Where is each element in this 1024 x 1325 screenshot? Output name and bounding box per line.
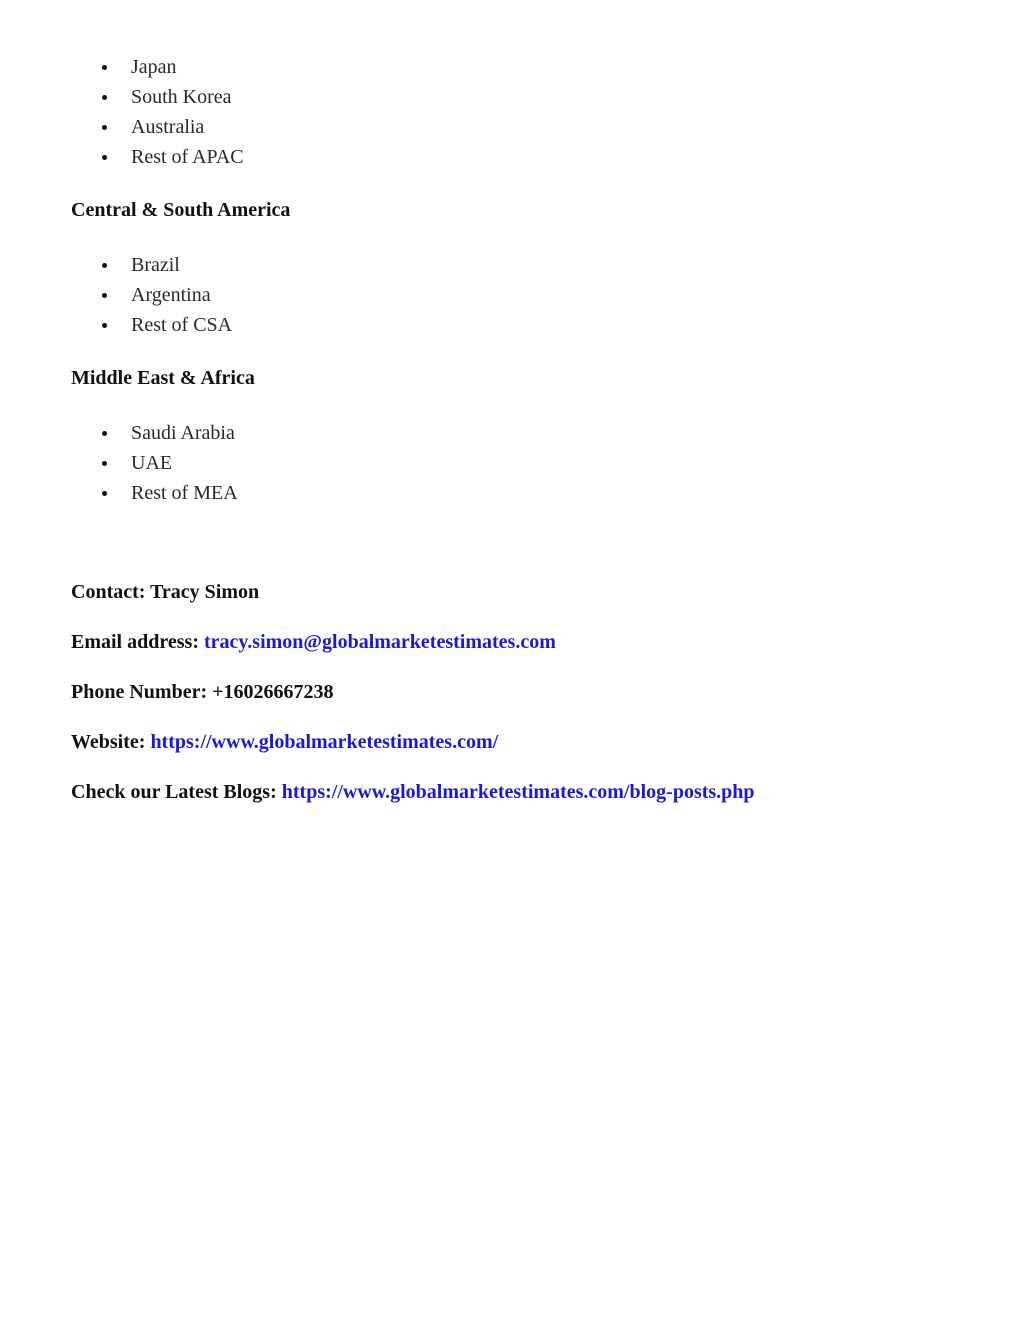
list-item-label: Rest of MEA — [131, 482, 238, 504]
section-heading-mea: Middle East & Africa — [71, 367, 255, 389]
blogs-line — [71, 780, 755, 804]
blogs-link[interactable]: https://www.globalmarketestimates.com/blog-posts.php — [281, 781, 755, 803]
bullet-icon — [102, 431, 107, 436]
bullet-icon — [102, 323, 107, 328]
section-heading-csa: Central & South America — [71, 199, 291, 221]
email-line — [71, 630, 556, 654]
list-item-label: Japan — [131, 56, 177, 78]
bullet-icon — [102, 65, 107, 70]
list-item-label: Brazil — [131, 254, 180, 276]
bullet-icon — [102, 125, 107, 130]
list-item-label: UAE — [131, 452, 173, 474]
bullet-icon — [102, 461, 107, 466]
list-item-label: South Korea — [131, 86, 232, 108]
bullet-icon — [102, 491, 107, 496]
list-item-label: Argentina — [131, 284, 211, 306]
bullet-icon — [102, 263, 107, 268]
bullet-icon — [102, 293, 107, 298]
bullet-icon — [102, 155, 107, 160]
email-label: Email address: — [71, 631, 204, 653]
bullet-icon — [102, 95, 107, 100]
list-item-label: Rest of CSA — [131, 314, 233, 336]
contact-name: Contact: Tracy Simon — [71, 581, 260, 603]
website-link[interactable]: https://www.globalmarketestimates.com/ — [150, 731, 499, 753]
phone-line: Phone Number: +16026667238 — [71, 681, 334, 703]
blogs-label: Check our Latest Blogs: — [71, 781, 282, 803]
website-label: Website: — [71, 731, 151, 753]
list-item-label: Rest of APAC — [131, 146, 244, 168]
email-link[interactable]: tracy.simon@globalmarketestimates.com — [203, 631, 556, 653]
list-item-label: Saudi Arabia — [131, 422, 235, 444]
list-item-label: Australia — [131, 116, 205, 138]
website-line — [71, 730, 498, 754]
